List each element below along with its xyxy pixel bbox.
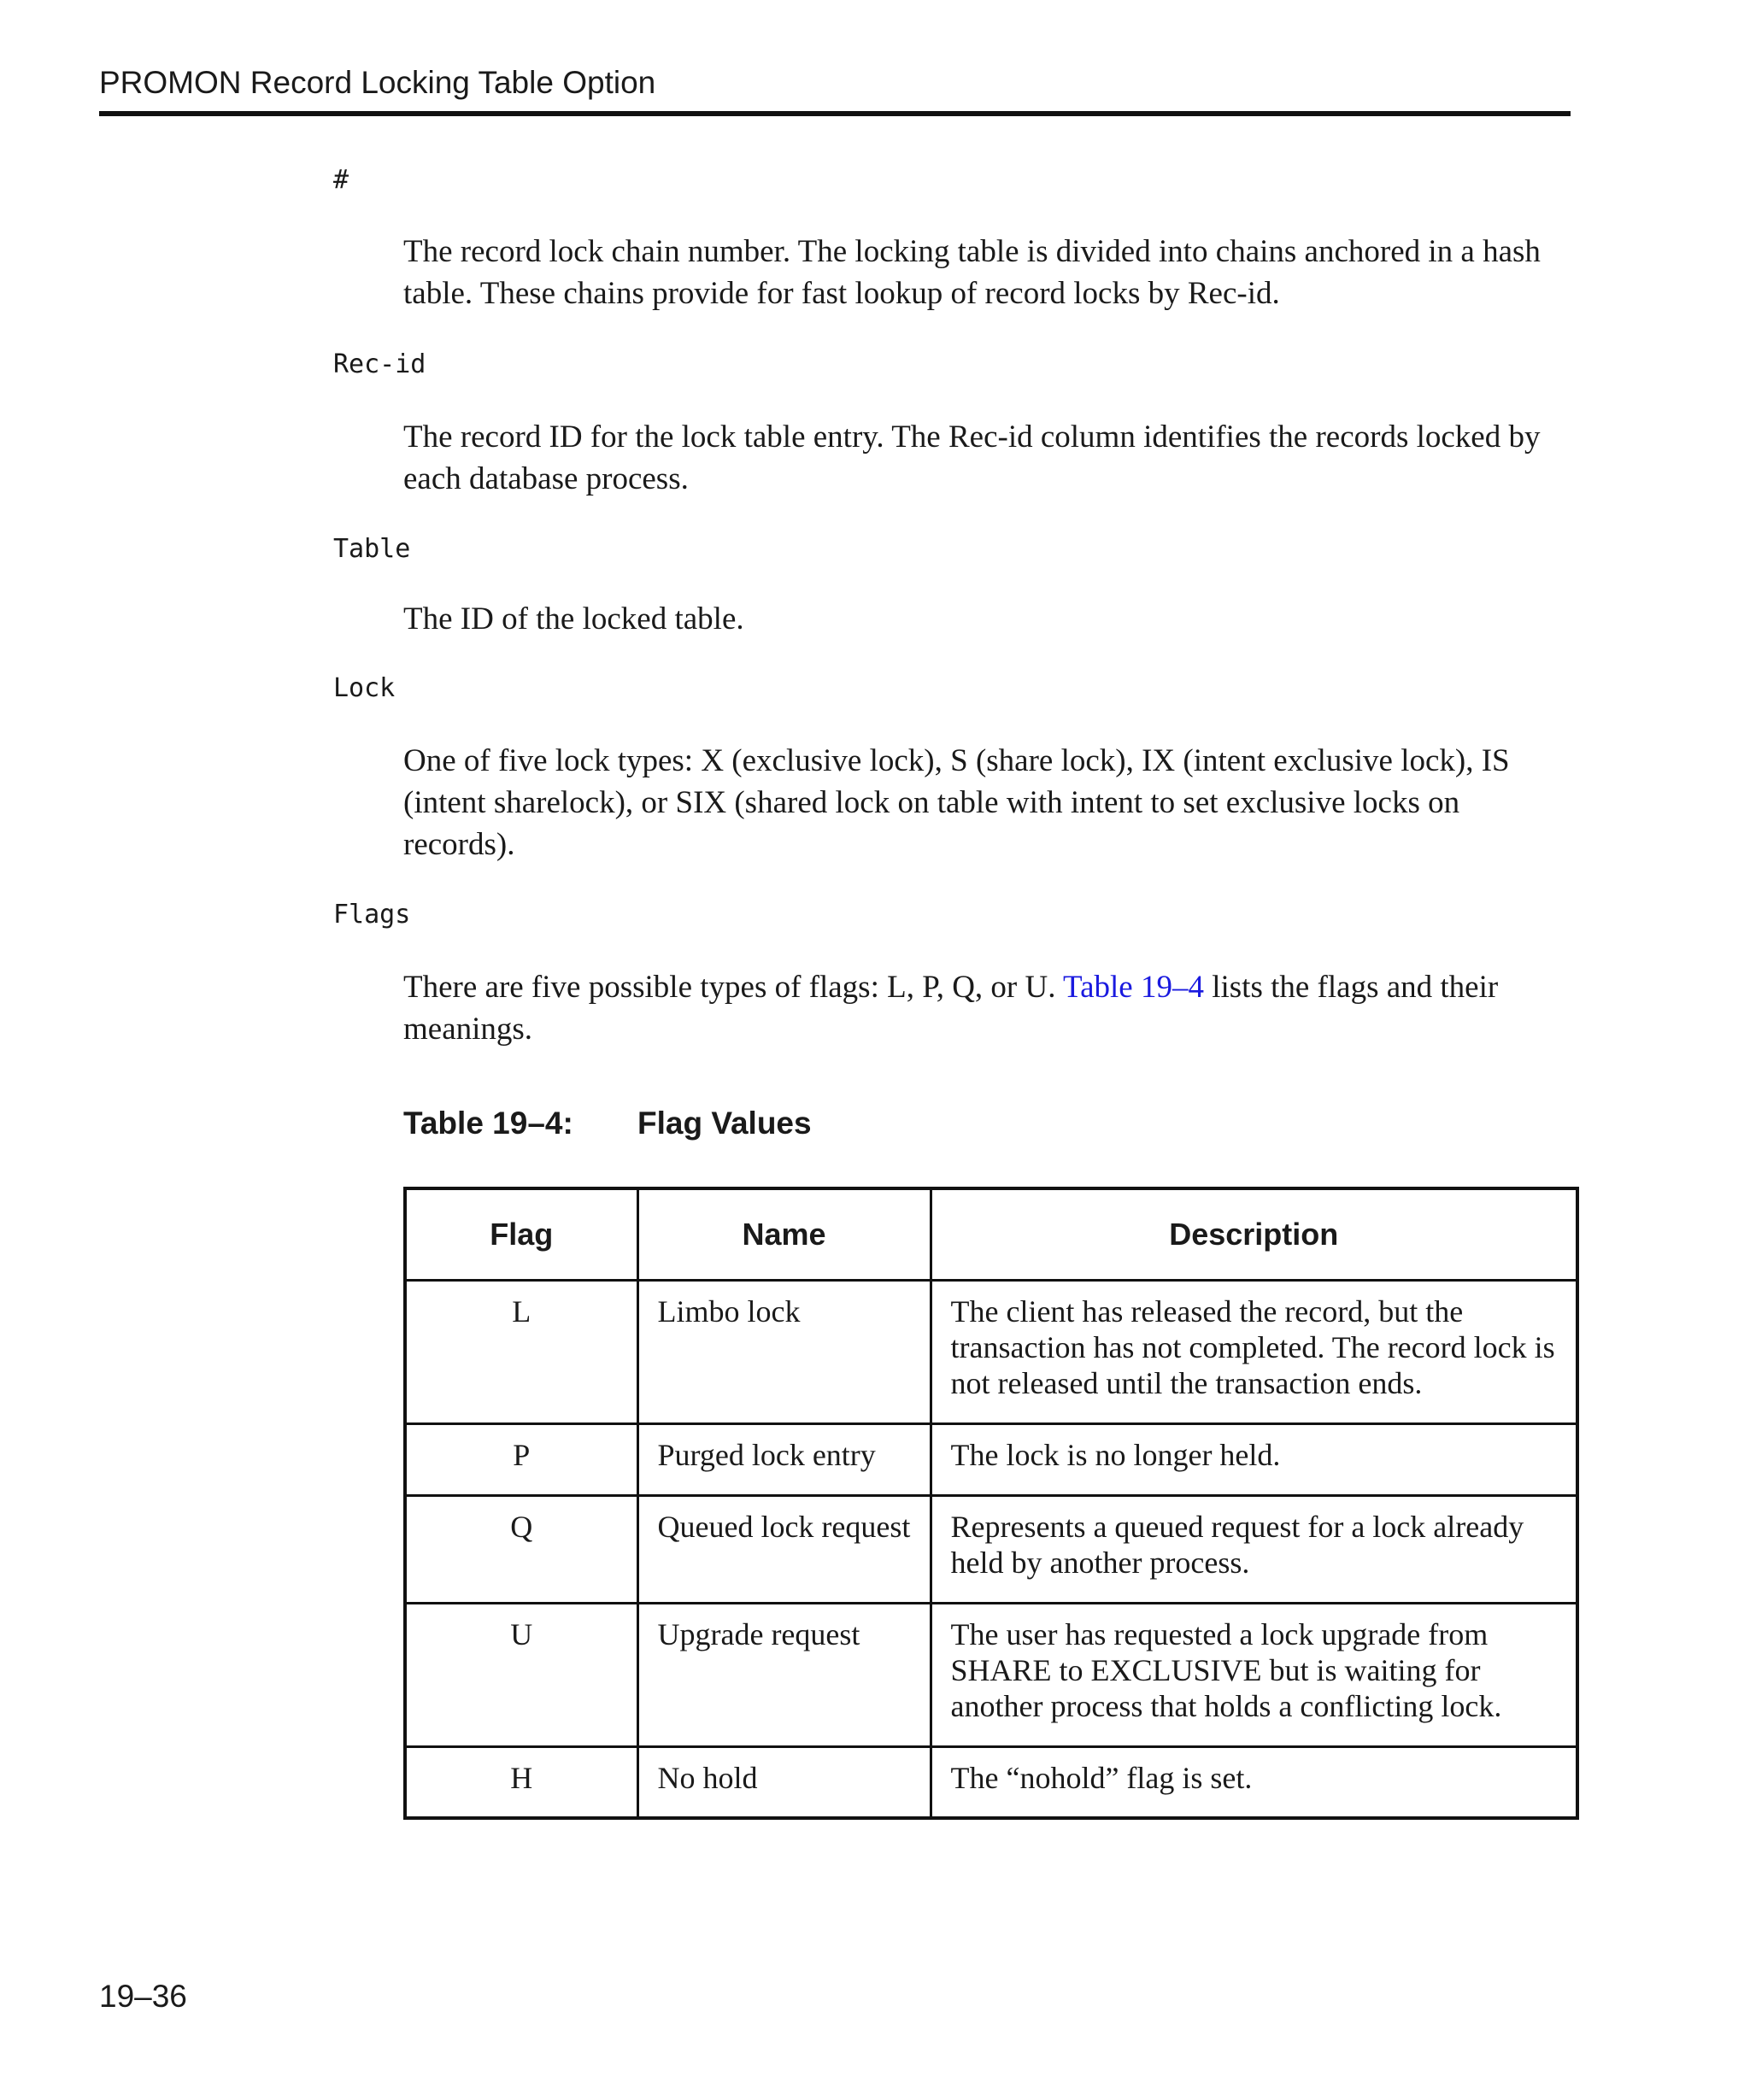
flag-values-table xyxy=(403,1187,1579,1820)
cell-name: Limbo lock xyxy=(637,1280,931,1423)
cell-description: The “nohold” flag is set. xyxy=(931,1746,1577,1818)
table-caption xyxy=(403,1106,812,1141)
description-table: The ID of the locked table. xyxy=(403,601,744,636)
term-chain-number: # xyxy=(333,165,349,195)
term-rec-id: Rec-id xyxy=(333,349,426,379)
table-row xyxy=(405,1423,1577,1495)
table-row xyxy=(405,1495,1577,1603)
table-row xyxy=(405,1603,1577,1746)
column-header-flag: Flag xyxy=(405,1188,637,1280)
table-row xyxy=(405,1746,1577,1818)
cell-flag: H xyxy=(405,1746,637,1818)
cell-flag: P xyxy=(405,1423,637,1495)
table-caption-number: Table 19–4: xyxy=(403,1106,573,1141)
table-reference-link[interactable]: Table 19–4 xyxy=(1063,970,1204,1005)
term-lock: Lock xyxy=(333,673,396,703)
cell-name: Queued lock request xyxy=(637,1495,931,1603)
cell-flag: L xyxy=(405,1280,637,1423)
table-header-row xyxy=(405,1188,1577,1280)
description-chain-number: The record lock chain number. The locking table is divided into chains anchored in a hash table. These chains provide for fast lookup of record locks by Rec-id. xyxy=(403,234,1541,311)
term-flags: Flags xyxy=(333,900,411,930)
cell-description: The user has requested a lock upgrade from SHARE to EXCLUSIVE but is waiting for another process that holds a conflicting lock. xyxy=(931,1603,1577,1746)
cell-description: The lock is no longer held. xyxy=(931,1423,1577,1495)
table-row xyxy=(405,1280,1577,1423)
page-header-title: PROMON Record Locking Table Option xyxy=(99,65,656,100)
column-header-description: Description xyxy=(931,1188,1577,1280)
page-number: 19–36 xyxy=(99,1979,187,2014)
cell-name: Upgrade request xyxy=(637,1603,931,1746)
description-lock: One of five lock types: X (exclusive lock), S (share lock), IX (intent exclusive lock), IS (intent sharelock), or SIX (shared lock on table with intent to set exclusive locks on records). xyxy=(403,743,1510,862)
description-rec-id: The record ID for the lock table entry. The Rec-id column identifies the records locked by each database process. xyxy=(403,419,1541,496)
table-caption-title: Flag Values xyxy=(637,1106,812,1141)
column-header-name: Name xyxy=(637,1188,931,1280)
cell-name: No hold xyxy=(637,1746,931,1818)
cell-flag: Q xyxy=(405,1495,637,1603)
description-flags xyxy=(403,966,1565,1050)
header-rule xyxy=(99,111,1571,116)
cell-description: The client has released the record, but the transaction has not completed. The record lock is not released until the transaction ends. xyxy=(931,1280,1577,1423)
description-flags-text-after: lists the flags and their meanings. xyxy=(403,970,1499,1047)
description-flags-text-before: There are five possible types of flags: L, P, Q, or U. xyxy=(403,970,1056,1005)
cell-name: Purged lock entry xyxy=(637,1423,931,1495)
cell-description: Represents a queued request for a lock already held by another process. xyxy=(931,1495,1577,1603)
cell-flag: U xyxy=(405,1603,637,1746)
term-table: Table xyxy=(333,534,411,564)
